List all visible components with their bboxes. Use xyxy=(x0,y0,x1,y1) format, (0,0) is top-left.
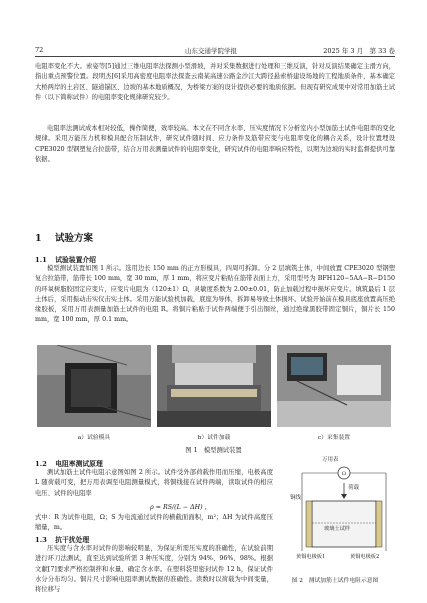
paragraph-1-2: 测试加筋土试件电阻示意图如图 2 所示。试件受外部荷载作用而压缩，电极高度 L 随荷载可变，把万用表调至电阻测量模式，将铜线接在试件两端，读取试件的相应电压、试件的电阻率 xyxy=(35,469,273,497)
intro-paragraph-1: 电阻率变化不大。索姿等[5]通过三维电阻率法探测小型滑坡，并对采集数据进行处理和三维反演，针对反演结果确定主滑方向，指出重点预警位置。段明杰[6]采用高密度电阻率法探查云南某高速公路金沙江大跨径悬索桥建设场地的工程地质条件，基本确定大桥两岸的土岩区、隧道锚区、边坡的基本地质概况，为桥梁方案的设计提供必要的地质依据。但现有研究成果中对常用加筋土试件（以下简称试件）的电阻率变化规律研究较少。 xyxy=(35,63,395,101)
fig1-sub-c: c）采集装置 xyxy=(317,435,351,441)
fig1-sub-b: b）试件加载 xyxy=(197,435,231,441)
resistivity-formula: ρ = RS/(L − ΔH) ， xyxy=(150,504,211,511)
paragraph-1-2-b: 式中：R 为试件电阻，Ω；S 为电流通过试件的横截面面积，m²；ΔH 为试件高度压缩量，m。 xyxy=(35,514,273,532)
subsection-heading-1-2: 1.2 电阻率测试原理 xyxy=(35,460,103,468)
fig2-plate-right: 黄铜电极板2 xyxy=(350,554,380,560)
fig1-sub-a: a）试验模具 xyxy=(77,435,111,441)
load-arrow-icon xyxy=(341,494,347,499)
fig2-meter-label: 万用表 xyxy=(322,457,339,463)
fig1-caption: 图 1 模型测试装置 xyxy=(185,447,242,454)
subsection-heading-1-3: 1.3 抗干扰处理 xyxy=(35,536,90,544)
subsection-heading-1-1: 1.1 试验装置介绍 xyxy=(35,256,96,264)
fig2-plate-left: 黄铜电极板1 xyxy=(296,554,326,560)
section-heading-1: 1 试验方案 xyxy=(35,233,93,244)
running-header xyxy=(35,46,395,57)
fig2-wire-label: 铜线 xyxy=(290,495,302,501)
fig2-caption: 图 2 测试加筋土试件电阻示意图 xyxy=(291,578,379,584)
fig2-schematic xyxy=(288,457,396,565)
intro-paragraph-2: 电阻率法测试成本相对较低，操作简便，效率较高。本文在不同含水率、压实度情况下分析室内小型加筋土试件电阻率的变化规律。采用万能压力机和模具配合压制试件，研究试件随时间、应力条件及筋带应变与电阻率变化的耦合关系，设计位置埋设 CPE3020 型钢塑复合拉筋带，结合万用表测量试件的电阻率变化，研究试件的电阻率响应特性，以期为边坡的实时监督提供可靠依据。 xyxy=(35,125,395,163)
paragraph-1-1: 模型测试装置如图 1 所示。选用边长 150 mm 的正方形模具，四周可拆卸。分 2 层填筑土体，中间放置 CPE3020 型钢塑复合拉筋带，筋带长 100 mm，宽 30 mm，厚 1 mm，将应变片粘贴在筋带表面上方，采用型号为 BFH120−5AA−R−D150 的环氧树脂胶固定应变片，应变片电阻为（120±1）Ω，灵敏度系数为 2.00±0.01，防止加载过程中损坏应变片。填筑最后 1 层土体后，采用振动击实仪击实土体。采用万能试验机加载，底座为导体，拆卸易导致土体损坏。试验开始前在模具底座放置高压绝缘胶板，采用万用表测量加筋土试件的电阻 R。将铜片粘贴于试件两端便于引出铜丝，通过绝缘黑胶带固定铜片，铜片长 150 mm，宽 100 mm，厚 0.1 mm。 xyxy=(35,265,395,324)
fig2-load-label: 荷载 xyxy=(348,485,360,491)
photo-specimen-loading xyxy=(157,345,271,427)
svg-text:Ω: Ω xyxy=(341,471,347,477)
fig2-strip-label: 玻璃土试样 xyxy=(324,526,350,532)
photo-test-mold xyxy=(37,345,151,427)
paragraph-1-3: 压实度与含水率对试件的影响较明显，为保证所需压实度的准确性，在试验前期进行环刀法测试，直至达到试验所需 3 种压实度，分别为 94%、96%、98%。根据文献[7]要求严格控制拌和水量，确定含水率。在塑料袋里密封试件 12 h，保证试件水分分布均匀。铜片尺寸影响电阻率测试数据的准确性。读数时以荷载为中间变量，将位移与 xyxy=(35,545,273,594)
page-number: 72 xyxy=(35,46,44,54)
journal-name: 山东交通学院学报 xyxy=(185,47,237,55)
photo-acquisition-device xyxy=(277,345,391,427)
issue-info: 2025 年 3 月 第 33 卷 xyxy=(323,47,395,55)
